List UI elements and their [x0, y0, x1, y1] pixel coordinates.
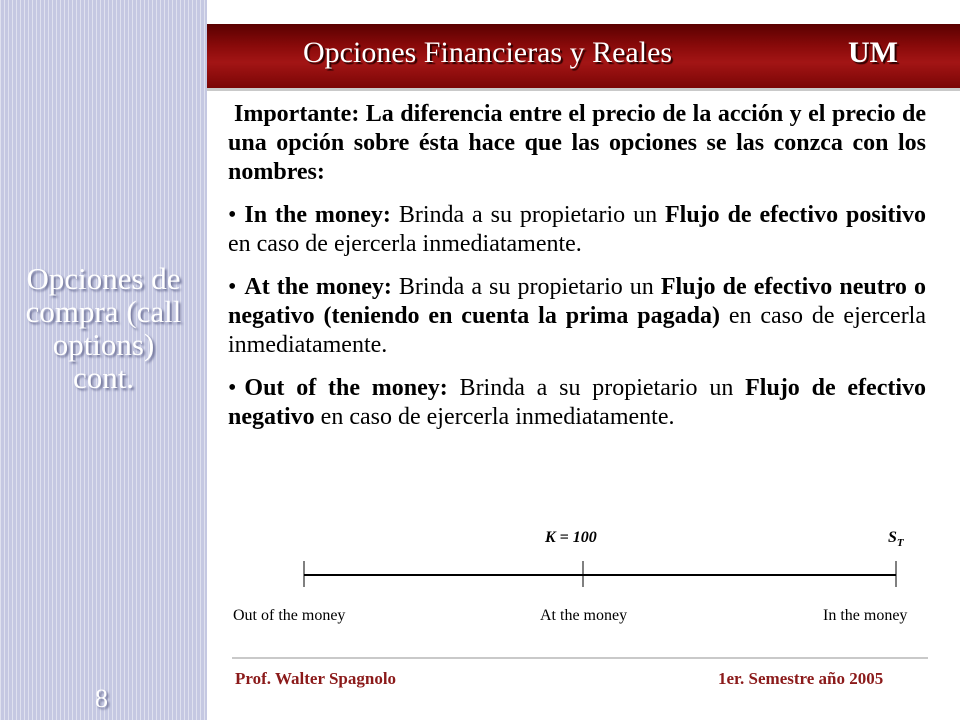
slide-title: Opciones Financieras y Reales [303, 36, 673, 69]
slide-body [228, 100, 926, 446]
slide-number: 8 [95, 684, 108, 713]
section-title [0, 262, 207, 394]
section-title-line: compra (call [25, 294, 182, 329]
section-title-line: options) [52, 327, 155, 362]
bullet-out-of-the-money [228, 374, 926, 432]
bullet-term: Out of the money: [244, 375, 448, 401]
bullet-term: In the money: [244, 202, 391, 228]
footer-author: Prof. Walter Spagnolo [235, 669, 397, 688]
footer-divider [232, 657, 928, 659]
bullet-term: At the money: [244, 274, 392, 300]
bullet-at-the-money [228, 273, 926, 360]
price-label-base: S [888, 529, 897, 546]
bullet-text: Brinda a su propietario un [391, 274, 661, 300]
section-title-line: Opciones de [26, 261, 181, 296]
brand-label: UM [848, 36, 898, 69]
section-title-line: cont. [72, 360, 135, 395]
bullet-text: Brinda a su propietario un [390, 202, 665, 228]
bullet-emphasis: Flujo de efectivo negativo [228, 375, 927, 430]
sidebar [0, 0, 207, 720]
label-in-the-money: In the money [823, 607, 908, 624]
moneyness-number-line [220, 525, 950, 635]
price-label-sub: T [896, 537, 904, 550]
bullet-in-the-money [228, 201, 926, 259]
strike-label: K = 100 [545, 529, 597, 546]
bullet-text: en caso de ejercerla inmediatamente. [228, 231, 582, 257]
bullet-text: en caso de ejercerla inmediatamente. [228, 303, 927, 358]
label-at-the-money: At the money [540, 607, 628, 624]
footer-term: 1er. Semestre año 2005 [718, 669, 884, 688]
bullet-text: en caso de ejercerla inmediatamente. [314, 404, 675, 430]
bullet-emphasis: Flujo de efectivo positivo [664, 202, 927, 228]
title-bar [207, 24, 960, 88]
label-out-of-the-money: Out of the money [233, 607, 346, 624]
bullet-text: Brinda a su propietario un [447, 375, 746, 401]
intro-paragraph: Importante: La diferencia entre el precio de la acción y el precio de una opción sobre ésta hace que las opciones se las conzca con los nombres: [228, 101, 926, 185]
bullet-emphasis: Flujo de efectivo neutro o negativo (teniendo en cuenta la prima pagada) [228, 274, 927, 329]
